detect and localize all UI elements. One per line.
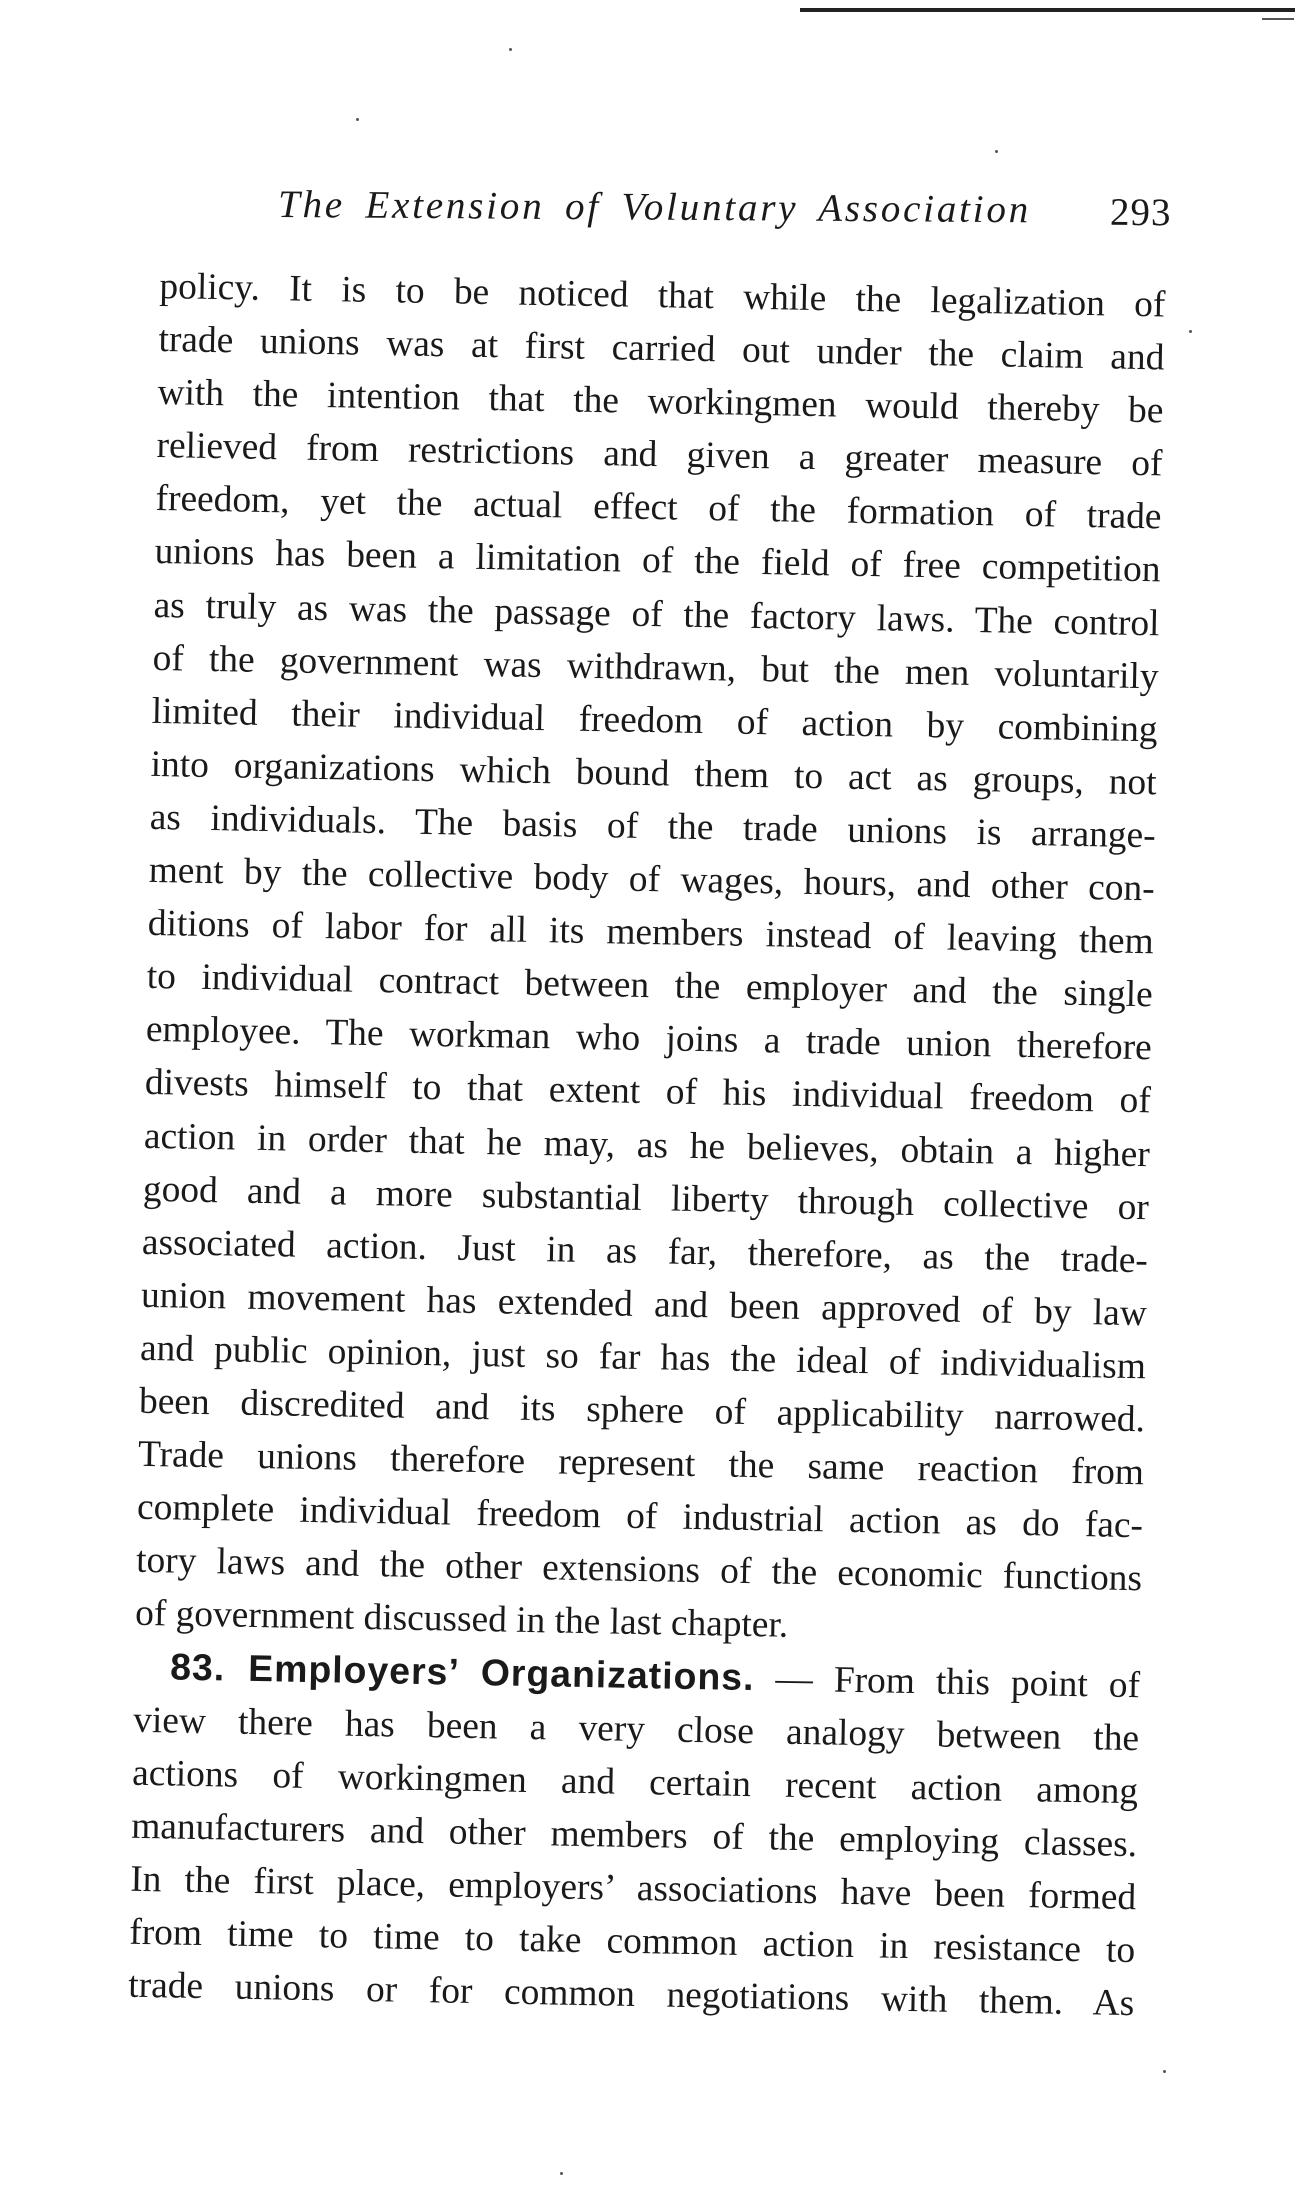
page-header [278, 182, 1178, 246]
text-line: of government discussed in the last chapter. [134, 1593, 789, 1647]
scan-speck [995, 150, 998, 153]
text-line: trade unions or for common negotiations with them. As [128, 1964, 1135, 2025]
text-line: relieved from restrictions and given a greater measure of [156, 425, 1163, 485]
text-line: In the first place, employers’ associations have been formed [129, 1858, 1137, 1918]
text-line: view there has been a very close analogy between the [132, 1699, 1140, 1759]
text-line: divests himself to that extent of his individual freedom of [144, 1062, 1152, 1122]
paragraph [135, 260, 1166, 1659]
page-number: 293 [1109, 190, 1172, 235]
text-line: trade unions was at first carried out under the claim and [158, 319, 1165, 379]
text-line: freedom, yet the actual effect of the formation of trade [155, 478, 1162, 538]
text-line: to individual contract between the employer and the single [146, 956, 1154, 1016]
text-line: limited their individual freedom of action by combining [151, 690, 1158, 751]
text-line: employee. The workman who joins a trade union therefore [145, 1009, 1153, 1069]
text-line: as individuals. The basis of the trade unions is arrange- [149, 796, 1156, 857]
scan-speck [1163, 2070, 1166, 2073]
running-title: The Extension of Voluntary Association [277, 183, 1032, 232]
text-line: been discredited and its sphere of applicability narrowed. [138, 1380, 1146, 1441]
body-text [127, 260, 1166, 2078]
text-line: ment by the collective body of wages, hours, and other con- [148, 849, 1156, 910]
text-line: as truly as was the passage of the factory laws. The control [153, 584, 1160, 644]
scan-speck [356, 118, 359, 121]
text-line: into organizations which bound them to act as groups, not [150, 743, 1157, 804]
scan-edge-rule-short [1262, 18, 1294, 20]
scan-speck [509, 48, 512, 51]
text-line: and public opinion, just so far has the ideal of individualism [139, 1327, 1147, 1388]
text-line: unions has been a limitation of the field of free competition [154, 531, 1161, 591]
text-line: with the intention that the workingmen would thereby be [157, 372, 1164, 432]
scan-edge-rule [800, 8, 1295, 12]
text-line: actions of workingmen and certain recent action among [131, 1752, 1139, 1812]
text-line: of the government was withdrawn, but the men voluntarily [152, 637, 1159, 698]
text-line: complete individual freedom of industrial action as do fac- [136, 1486, 1144, 1547]
text-line: manufacturers and other members of the employing classes. [130, 1805, 1138, 1865]
text-line: from time to time to take common action in resistance to [128, 1911, 1136, 1972]
text-line: associated action. Just in as far, therefore, as the trade- [141, 1221, 1149, 1281]
text-line: good and a more substantial liberty through collective or [142, 1168, 1150, 1228]
text-line: policy. It is to be noticed that while the legalization of [159, 265, 1166, 326]
text-line-continuation: From this point of [833, 1660, 1141, 1707]
text-line: union movement has extended and been approved of by law [140, 1274, 1148, 1335]
text-line: tory laws and the other extensions of the economic functions [135, 1540, 1143, 1600]
scan-speck [1189, 330, 1192, 333]
text-line: action in order that he may, as he believes, obtain a higher [143, 1115, 1151, 1175]
section-heading: 83. Employers’ Organizations. [169, 1645, 755, 1699]
em-dash: — [754, 1658, 835, 1702]
text-line: Trade unions therefore represent the same reaction from [137, 1433, 1145, 1494]
scan-speck [560, 2172, 563, 2175]
paragraph-section-83 [128, 1640, 1141, 2030]
text-line: ditions of labor for all its members instead of leaving them [147, 903, 1155, 963]
